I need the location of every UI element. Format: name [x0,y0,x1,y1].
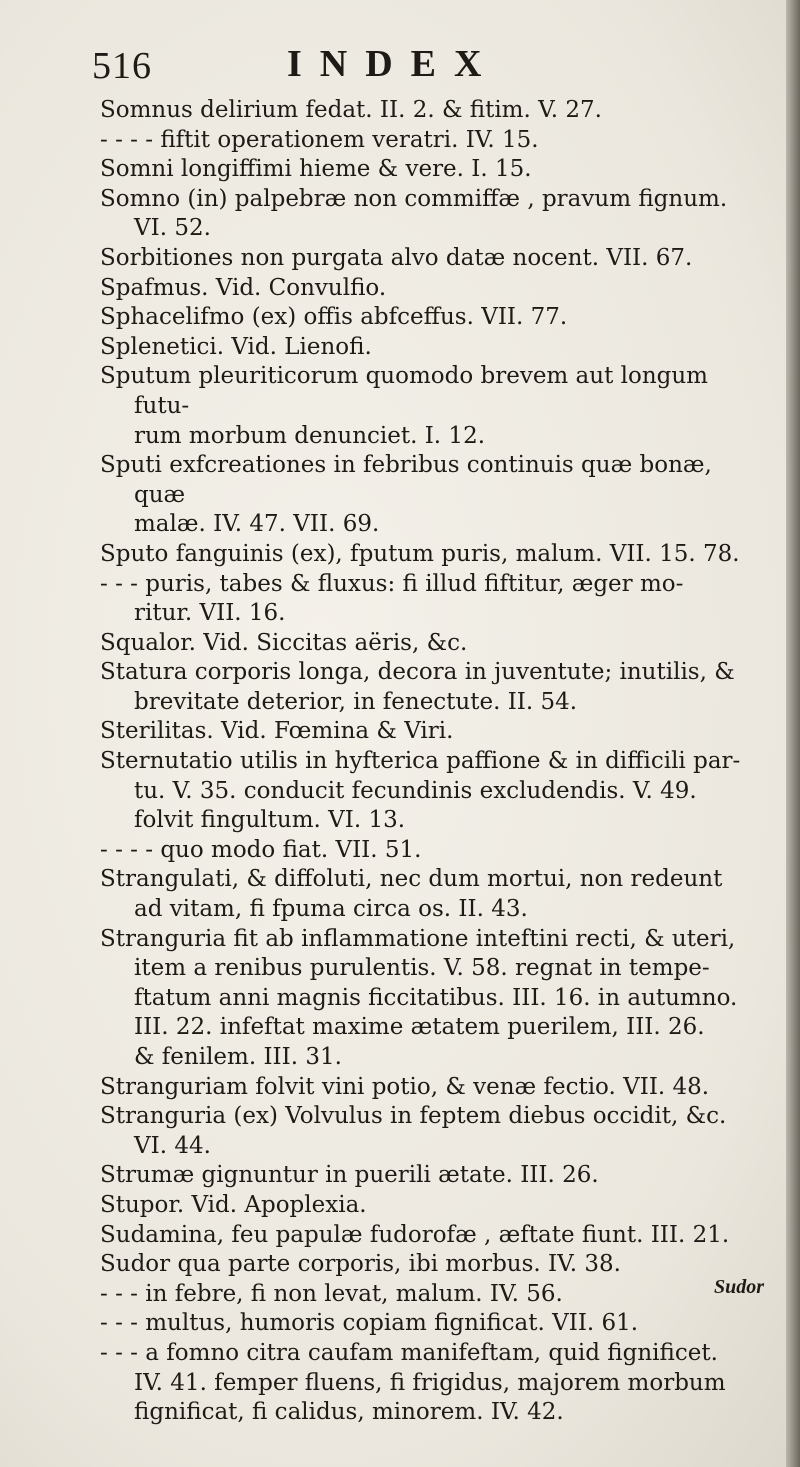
entry-line: - - - - quo modo fiat. VII. 51. [100,836,422,863]
index-entry [100,1250,768,1280]
entry-line: IV. 41. femper fluens, fi frigidus, majorem morbum [134,1369,726,1396]
entry-line: fignificat, fi calidus, minorem. IV. 42. [134,1399,564,1426]
entry-line: Strangulati, & diffoluti, nec dum mortui, non redeunt [100,866,723,893]
entry-line: ritur. VII. 16. [134,600,286,627]
entry-line: tu. V. 35. conducit fecundinis excludendis. V. 49. [134,777,697,804]
entry-line: - - - in febre, fi non levat, malum. IV. 56. [100,1280,563,1307]
index-entry [100,244,768,274]
entry-line: - - - a fomno citra caufam manifeftam, quid fignificet. [100,1339,718,1366]
entry-line: folvit fingultum. VI. 13. [134,807,406,834]
entry-line: & fenilem. III. 31. [134,1044,342,1070]
index-entry [100,1161,768,1191]
index-entry [100,185,768,244]
catchword: Sudor [713,1276,764,1298]
index-entry [100,303,768,333]
index-entry [100,925,768,1073]
index-entry [100,96,768,126]
index-entry [100,126,768,156]
entry-line: item a renibus purulentis. V. 58. regnat in tempe- [134,955,710,982]
entry-line: Sputo fanguinis (ex), fputum puris, malum. VII. 15. 78. [100,540,740,567]
entry-line: Stranguria fit ab inflammatione inteftini recti, & uteri, [100,925,736,952]
page-gutter-shadow [786,0,800,1467]
entry-line: malæ. IV. 47. VII. 69. [134,511,380,538]
page-number: 516 [92,45,152,87]
entry-line: rum morbum denunciet. I. 12. [134,422,486,449]
entry-line: Sterilitas. Vid. Fœmina & Viri. [100,718,454,745]
index-entries [100,96,768,1428]
index-entry [100,1073,768,1103]
entry-line: Sternutatio utilis in hyfterica paffione & in difficili par- [100,748,741,775]
entry-line: Somnus delirium fedat. II. 2. & fitim. V. 27. [100,97,602,123]
entry-line: Squalor. Vid. Siccitas aëris, &c. [100,629,468,656]
index-entry [100,717,768,747]
index-entry [100,1309,768,1339]
index-entry [100,570,768,629]
entry-line: Sorbitiones non purgata alvo datæ nocent. VII. 67. [100,244,693,271]
entry-line: Somno (in) palpebræ non commiffæ , pravum fignum. [100,185,728,212]
index-entry [100,362,768,451]
entry-line: Statura corporis longa, decora in juventute; inutilis, & [100,659,735,686]
entry-line: Sphacelifmo (ex) offis abfceffus. VII. 77. [100,304,568,331]
entry-line: ad vitam, fi fpuma circa os. II. 43. [134,896,528,923]
entry-line: - - - multus, humoris copiam fignificat. VII. 61. [100,1310,639,1337]
index-entry [100,1221,768,1251]
index-entry [100,836,768,866]
entry-line: - - - puris, tabes & fluxus: fi illud fiftitur, æger mo- [100,570,684,597]
entry-line: Sudamina, feu papulæ fudorofæ , æftate fiunt. III. 21. [100,1221,730,1248]
index-entry [100,1339,768,1428]
entry-line: Sputum pleuriticorum quomodo brevem aut longum futu- [100,363,708,419]
index-entry [100,1280,768,1310]
index-entry [100,1102,768,1161]
running-title: INDEX [287,43,500,85]
entry-line: VI. 44. [134,1132,211,1159]
index-entry [100,155,768,185]
entry-line: Sudor qua parte corporis, ibi morbus. IV. 38. [100,1251,621,1278]
entry-line: - - - - fiftit operationem veratri. IV. 15. [100,126,539,153]
entry-line: Stupor. Vid. Apoplexia. [100,1191,367,1218]
index-entry [100,274,768,304]
index-entry [100,658,768,717]
index-entry [100,865,768,924]
index-entry [100,629,768,659]
index-entry [100,451,768,540]
entry-line: Sputi exfcreationes in febribus continuis quæ bonæ, quæ [100,452,712,508]
index-entry [100,747,768,836]
entry-line: III. 22. infeftat maxime ætatem puerilem, III. 26. [134,1014,705,1041]
entry-line: Stranguria (ex) Volvulus in feptem diebus occidit, &c. [100,1103,727,1130]
entry-line: Splenetici. Vid. Lienofi. [100,333,372,360]
index-entry [100,1191,768,1221]
entry-line: Somni longiffimi hieme & vere. I. 15. [100,156,532,183]
index-entry [100,540,768,570]
entry-line: VI. 52. [134,215,211,242]
entry-line: Spafmus. Vid. Convulfio. [100,274,387,301]
page-header [92,40,612,90]
entry-line: brevitate deterior, in fenectute. II. 54. [134,688,578,715]
entry-line: ftatum anni magnis ficcitatibus. III. 16. in autumno. [134,984,738,1011]
index-entry [100,333,768,363]
entry-line: Stranguriam folvit vini potio, & venæ fectio. VII. 48. [100,1073,710,1100]
entry-line: Strumæ gignuntur in puerili ætate. III. 26. [100,1162,599,1189]
